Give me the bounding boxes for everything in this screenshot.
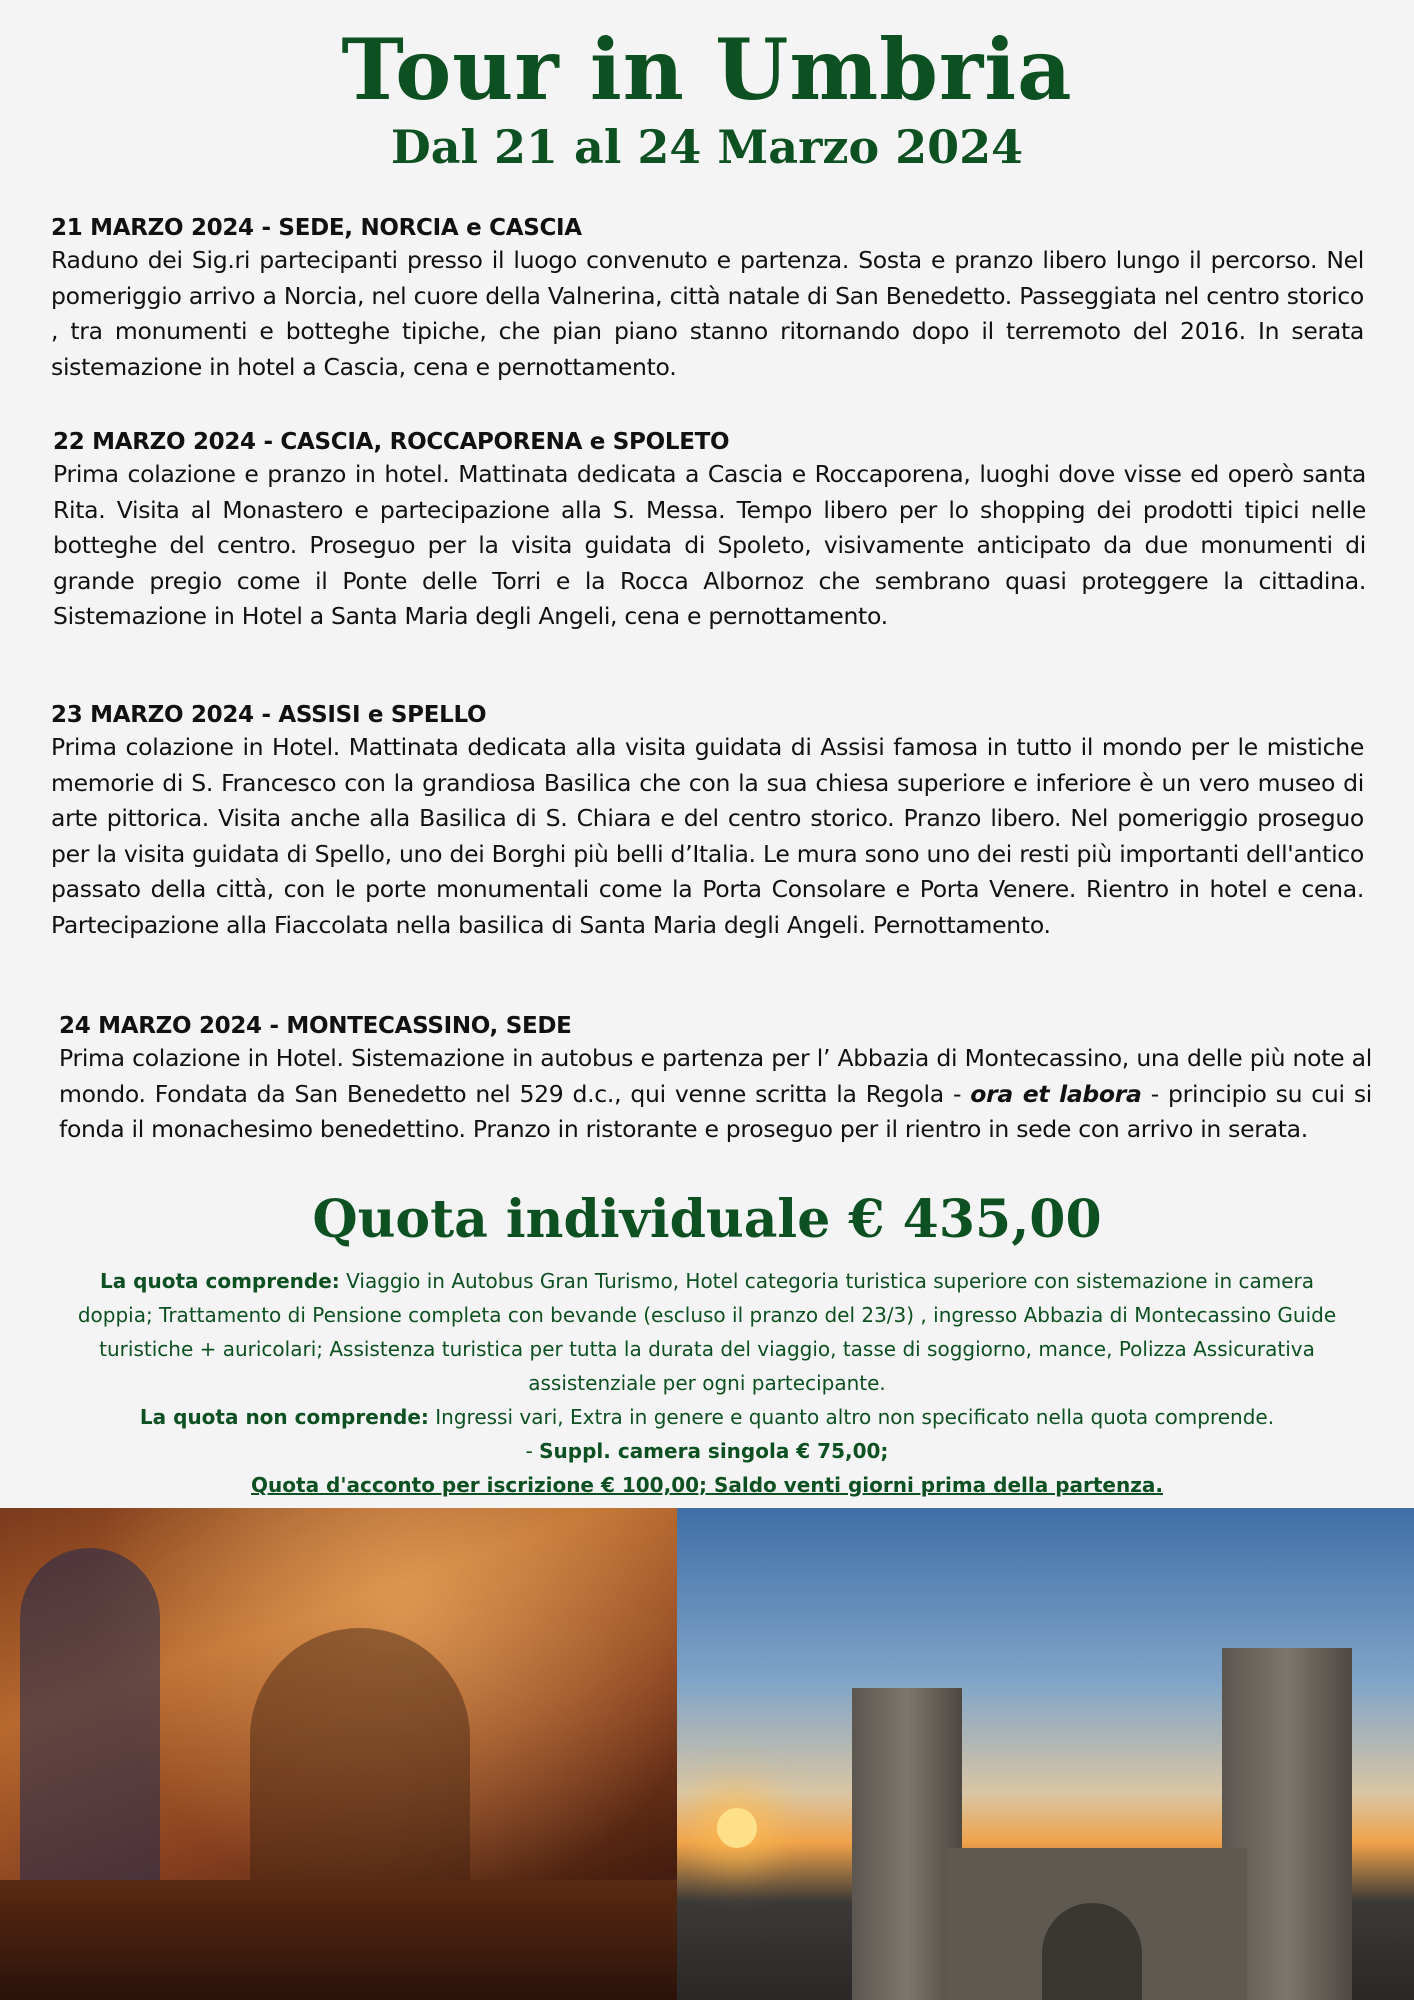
excludes-label: La quota non comprende: [139,1405,429,1429]
photo-strip [0,1508,1414,2000]
deposit-line [70,1468,1344,1502]
day-heading: 23 MARZO 2024 - ASSISI e SPELLO [51,702,487,728]
day-text-after: - principio su cui si fonda il monachesimo benedettino. Pranzo in ristorante e proseguo per il rientro in sede con arrivo in serata. [59,1079,1372,1143]
header [0,0,1414,176]
day-text [59,1041,1372,1148]
sunset-sun [717,1808,757,1848]
basilica-floor [0,1880,677,2000]
page-subtitle: Dal 21 al 24 Marzo 2024 [390,120,1024,174]
excludes-paragraph [70,1400,1344,1434]
includes-paragraph [70,1264,1344,1400]
price-title: Quota individuale € 435,00 [312,1189,1102,1250]
day-heading: 22 MARZO 2024 - CASCIA, ROCCAPORENA e SPOLETO [53,429,730,455]
stained-window-arch [20,1548,160,1908]
day-text: Raduno dei Sig.ri partecipanti presso il luogo convenuto e partenza. Sosta e pranzo libero lungo il percorso. Nel pomeriggio arrivo a Norcia, nel cuore della Valnerina, città natale di San Benedetto. Passeggiata nel centro storico , tra monumenti e botteghe tipiche, che pian piano stanno ritornando dopo il terremoto del 2016. In serata sistemazione in hotel a Cascia, cena e pernottamento. [51,246,1364,381]
deposit-text: Quota d'acconto per iscrizione € 100,00; Saldo venti giorni prima della partenza. [251,1473,1163,1497]
day-section-1 [51,213,1364,385]
includes-label: La quota comprende: [99,1269,340,1293]
day-heading: 21 MARZO 2024 - SEDE, NORCIA e CASCIA [51,215,582,241]
day-section-2 [53,427,1366,635]
single-supplement: Suppl. camera singola € 75,00; [539,1439,889,1463]
single-supplement-line [70,1434,1344,1468]
page-title: Tour in Umbria [341,20,1073,119]
gate-arch [1042,1903,1142,2000]
spello-gate-photo [677,1508,1414,2000]
includes-text: Viaggio in Autobus Gran Turismo, Hotel categoria turistica superiore con sistemazione in camera doppia; Trattamento di Pensione completa con bevande (escluso il pranzo del 23/3) , ingresso Abbazia di Montecassino Guide turistiche + auricolari; Assistenza turistica per tutta la durata del viaggio, tasse di soggiorno, mance, Polizza Assicurativa assistenziale per ogni partecipante. [77,1269,1337,1395]
day-text: Prima colazione in Hotel. Mattinata dedicata alla visita guidata di Assisi famosa in tutto il mondo per le mistiche memorie di S. Francesco con la grandiosa Basilica che con la sua chiesa superiore e inferiore è un vero museo di arte pittorica. Visita anche alla Basilica di S. Chiara e del centro storico. Pranzo libero. Nel pomeriggio proseguo per la visita guidata di Spello, uno dei Borghi più belli d’Italia. Le mura sono uno dei resti più importanti dell'antico passato della città, con le porte monumentali come la Porta Consolare e Porta Venere. Rientro in hotel e cena. Partecipazione alla Fiaccolata nella basilica di Santa Maria degli Angeli. Pernottamento. [51,733,1364,939]
day-heading: 24 MARZO 2024 - MONTECASSINO, SEDE [59,1013,572,1039]
day-text-before: Prima colazione in Hotel. Sistemazione in autobus e partenza per l’ Abbazia di Montecassino, una delle più note al mondo. Fondata da San Benedetto nel 529 d.c., qui venne scritta la Regola - [59,1044,1372,1108]
left-tower [852,1688,962,2000]
day-section-4 [59,1011,1372,1148]
conditions-block [70,1264,1344,1502]
single-prefix: - [525,1439,540,1463]
day-text: Prima colazione e pranzo in hotel. Mattinata dedicata a Cascia e Roccaporena, luoghi dove visse ed operò santa Rita. Visita al Monastero e partecipazione alla S. Messa. Tempo libero per lo shopping dei prodotti tipici nelle botteghe del centro. Proseguo per la visita guidata di Spoleto, visivamente anticipato da due monumenti di grande pregio come il Ponte delle Torri e la Rocca Albornoz che sembrano quasi proteggere la cittadina. Sistemazione in Hotel a Santa Maria degli Angeli, cena e pernottamento. [53,460,1366,630]
day-section-3 [51,700,1364,943]
motto-emphasis: ora et labora [970,1079,1142,1108]
basilica-interior-photo [0,1508,677,2000]
excludes-text: Ingressi vari, Extra in genere e quanto altro non specificato nella quota comprende. [428,1405,1275,1429]
